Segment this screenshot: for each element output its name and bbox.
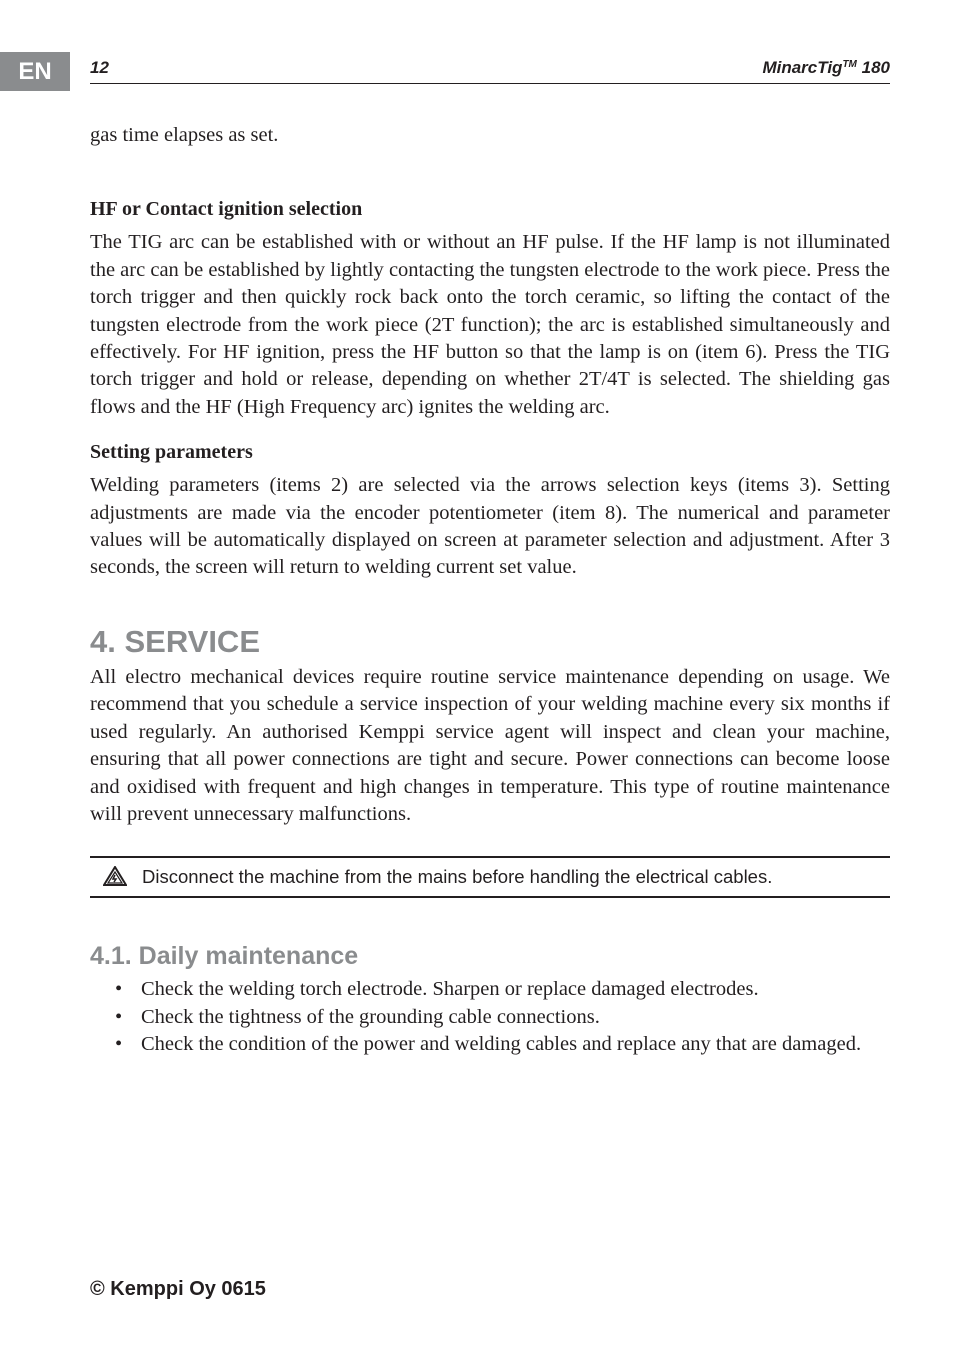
list-item	[90, 1031, 890, 1058]
list-item-text: Check the welding torch electrode. Sharpen or replace damaged electrodes.	[141, 978, 759, 1001]
service-paragraph: All electro mechanical devices require routine service maintenance depending on usage. We recommend that you schedule a service inspection of your welding machine every six months if used regularly. An authorised Kemppi service agent will inspect and clean your machine, ensuring that all power connections are tight and secure. Power connections can become loose and oxidised with frequent and high changes in temperature. This type of routine maintenance will prevent unnecessary malfunctions.	[90, 665, 890, 825]
list-item	[90, 1004, 890, 1031]
warning-text: Disconnect the machine from the mains before handling the electrical cables.	[142, 866, 773, 888]
page-content	[90, 122, 890, 1059]
list-item-text: Check the tightness of the grounding cable connections.	[141, 1005, 600, 1028]
warning-icon	[103, 866, 127, 886]
list-item-text: Check the condition of the power and welding cables and replace any that are damaged.	[141, 1033, 862, 1056]
bullet: •	[115, 978, 123, 1001]
list-item	[90, 976, 890, 1003]
product-name: MinarcTig	[762, 58, 843, 77]
hf-paragraph: The TIG arc can be established with or without an HF pulse. If the HF lamp is not illuminated the arc can be established by lightly contacting the tungsten electrode to the work piece. Press the torch trigger and then quickly rock back onto the torch ceramic, so lifting the contact of the tungsten electrode from the work piece (2T function); the arc is established simultaneously and effectively. For HF ignition, press the HF button so that the lamp is on (item 6). Press the TIG torch trigger and hold or release, depending on whether 2T/4T is selected. The shielding gas flows and the HF (High Frequency arc) ignites the welding arc.	[90, 231, 890, 418]
product-title	[762, 58, 890, 78]
intro-paragraph: gas time elapses as set.	[90, 124, 279, 146]
daily-maintenance-list	[90, 976, 890, 1058]
footer-copyright: © Kemppi Oy 0615	[90, 1278, 266, 1300]
warning-box	[90, 856, 890, 898]
hf-heading: HF or Contact ignition selection	[90, 198, 363, 221]
page-header	[90, 58, 890, 84]
trademark: TM	[842, 59, 857, 70]
language-tab: EN	[0, 52, 70, 91]
bullet: •	[115, 1033, 123, 1056]
daily-maintenance-title: 4.1. Daily maintenance	[90, 942, 359, 971]
params-paragraph: Welding parameters (items 2) are selected via the arrows selection keys (items 3). Setting adjustments are made via the encoder potentiometer (item 8). The numerical and parameter values will be automatically displayed on screen at parameter selection and adjustment. After 3 seconds, the screen will return to welding current set value.	[90, 474, 890, 579]
bullet: •	[115, 1005, 123, 1028]
params-heading: Setting parameters	[90, 441, 253, 464]
page-number: 12	[90, 58, 109, 77]
service-title: 4. SERVICE	[90, 623, 261, 659]
product-model: 180	[861, 58, 890, 77]
